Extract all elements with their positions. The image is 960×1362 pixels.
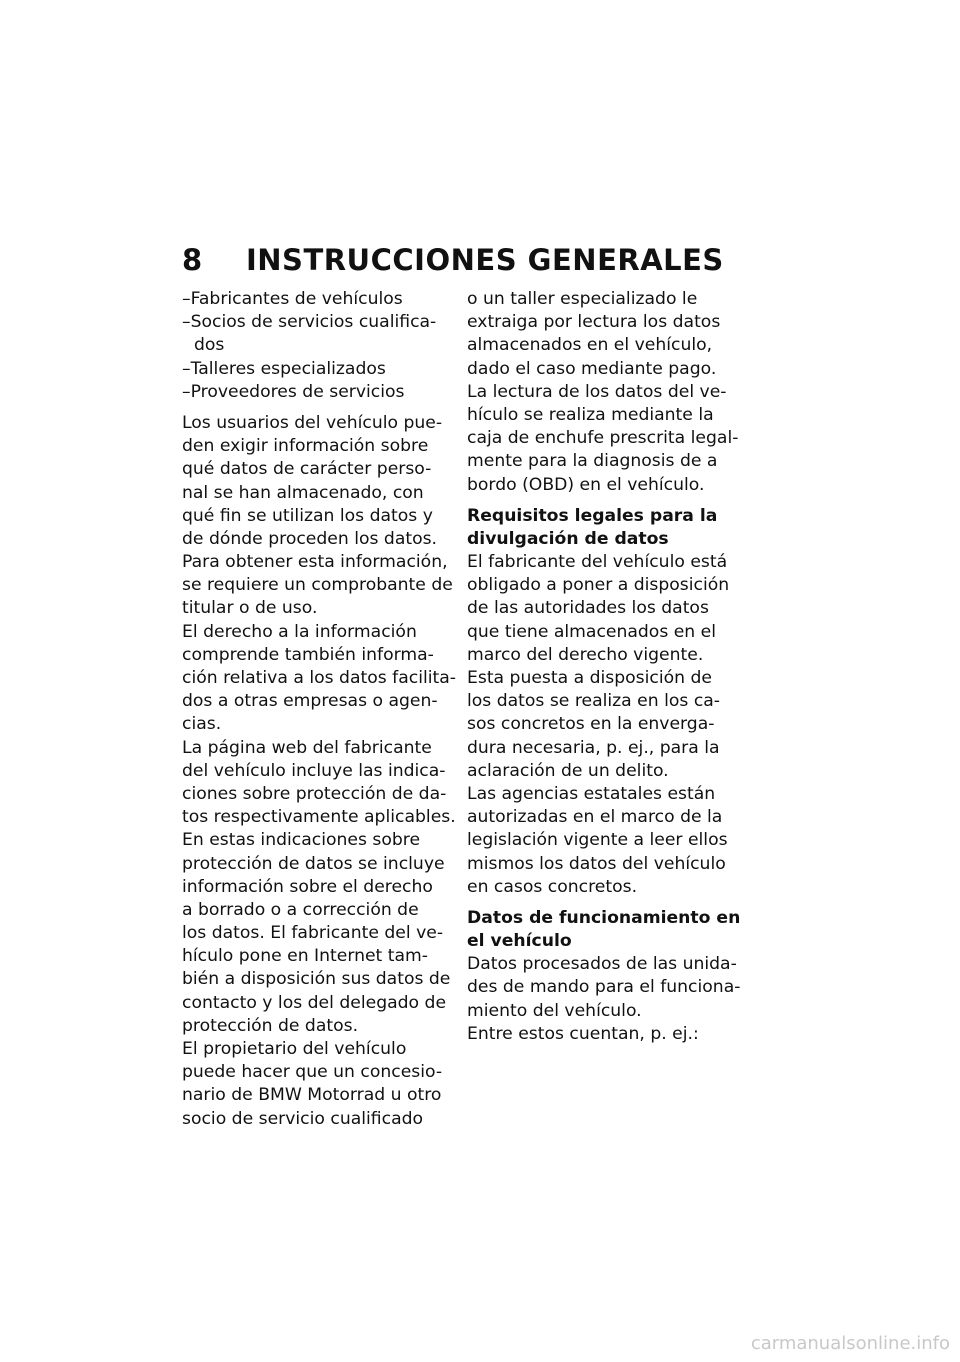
text-line: contacto y los del delegado de — [182, 992, 447, 1013]
text-line: del vehículo incluye las indica- — [182, 760, 446, 781]
text-line: qué fin se utilizan los datos y — [182, 505, 433, 526]
text-line: obligado a poner a disposición — [467, 575, 730, 596]
text-line: protección de datos. — [182, 1015, 359, 1036]
text-line: los datos se realiza en los ca- — [467, 691, 721, 712]
text-line: nario de BMW Motorrad u otro — [182, 1085, 442, 1106]
left-text-column — [182, 288, 457, 1131]
subheading-line: Requisitos legales para la — [467, 505, 718, 526]
text-line: socio de servicio cualificado — [182, 1108, 424, 1129]
text-line: puede hacer que un concesio- — [182, 1062, 443, 1083]
text-line: legislación vigente a leer ellos — [467, 830, 728, 851]
paragraph-gap — [467, 497, 749, 505]
text-line: autorizadas en el marco de la — [467, 807, 723, 828]
text-line: en casos concretos. — [467, 876, 638, 897]
text-line: marco del derecho vigente. — [467, 644, 704, 665]
text-line: aclaración de un delito. — [467, 760, 669, 781]
text-line: los datos. El fabricante del ve- — [182, 923, 444, 944]
text-line: extraiga por lectura los datos — [467, 312, 721, 333]
chapter-heading — [182, 240, 724, 280]
text-line: En estas indicaciones sobre — [182, 830, 421, 851]
text-line: –Socios de servicios cualifica- — [182, 312, 437, 333]
text-line: ciones sobre protección de da- — [182, 783, 447, 804]
text-line: a borrado o a corrección de — [182, 899, 419, 920]
text-line: qué datos de carácter perso- — [182, 459, 432, 480]
subheading-line: el vehículo — [467, 931, 572, 952]
text-line: La página web del fabricante — [182, 737, 432, 758]
text-line: Datos procesados de las unida- — [467, 954, 737, 975]
subheading-line: divulgación de datos — [467, 528, 669, 549]
text-line: dura necesaria, p. ej., para la — [467, 737, 720, 758]
text-line: den exigir información sobre — [182, 436, 429, 457]
text-line: de dónde proceden los datos. — [182, 528, 438, 549]
text-line: bién a disposición sus datos de — [182, 969, 451, 990]
text-line: Para obtener esta información, — [182, 552, 448, 573]
text-line: –Fabricantes de vehículos — [182, 289, 403, 309]
text-line: protección de datos se incluye — [182, 853, 445, 874]
text-line: caja de enchufe prescrita legal- — [467, 428, 739, 449]
text-line: de las autoridades los datos — [467, 598, 709, 619]
text-line: –Proveedores de servicios — [182, 381, 405, 402]
text-line: cias. — [182, 714, 222, 735]
text-line: El fabricante del vehículo está — [467, 552, 728, 573]
text-line: que tiene almacenados en el — [467, 621, 717, 642]
text-line: información sobre el derecho — [182, 876, 433, 897]
text-line: comprende también informa- — [182, 644, 434, 665]
text-line: mente para la diagnosis de a — [467, 451, 718, 472]
text-line: ción relativa a los datos facilita- — [182, 668, 457, 688]
text-line: Los usuarios del vehículo pue- — [182, 412, 443, 433]
text-line: titular o de uso. — [182, 598, 318, 619]
right-text-column — [467, 288, 749, 1046]
text-line: hículo se realiza mediante la — [467, 404, 714, 425]
text-line: almacenados en el vehículo, — [467, 335, 713, 356]
text-line: nal se han almacenado, con — [182, 482, 424, 503]
text-line: sos concretos en la enverga- — [467, 714, 715, 735]
text-line: dado el caso mediante pago. — [467, 358, 717, 379]
text-line: o un taller especializado le — [467, 289, 698, 309]
text-line: des de mando para el funciona- — [467, 977, 741, 998]
text-line: bordo (OBD) en el vehículo. — [467, 474, 705, 495]
text-line: se requiere un comprobante de — [182, 575, 453, 596]
text-line: Las agencias estatales están — [467, 783, 716, 804]
watermark-text: carmanualsonline.info — [750, 1333, 950, 1354]
text-line: dos a otras empresas o agen- — [182, 691, 438, 712]
text-line: La lectura de los datos del ve- — [467, 381, 727, 402]
text-line: miento del vehículo. — [467, 1000, 642, 1021]
chapter-number: 8 — [182, 243, 203, 277]
text-line: hículo pone en Internet tam- — [182, 946, 428, 967]
text-line: mismos los datos del vehículo — [467, 853, 726, 874]
paragraph-gap — [182, 404, 454, 412]
chapter-title: INSTRUCCIONES GENERALES — [246, 243, 724, 277]
text-line: Esta puesta a disposición de — [467, 668, 712, 688]
text-line: El propietario del vehículo — [182, 1039, 407, 1059]
text-line: El derecho a la información — [182, 621, 417, 642]
subheading-line: Datos de funcionamiento en — [467, 907, 741, 928]
paragraph-gap — [467, 899, 749, 907]
text-line: tos respectivamente aplicables. — [182, 807, 456, 828]
text-line: –Talleres especializados — [182, 358, 386, 379]
text-line: Entre estos cuentan, p. ej.: — [467, 1023, 699, 1044]
text-line: dos — [194, 335, 225, 356]
